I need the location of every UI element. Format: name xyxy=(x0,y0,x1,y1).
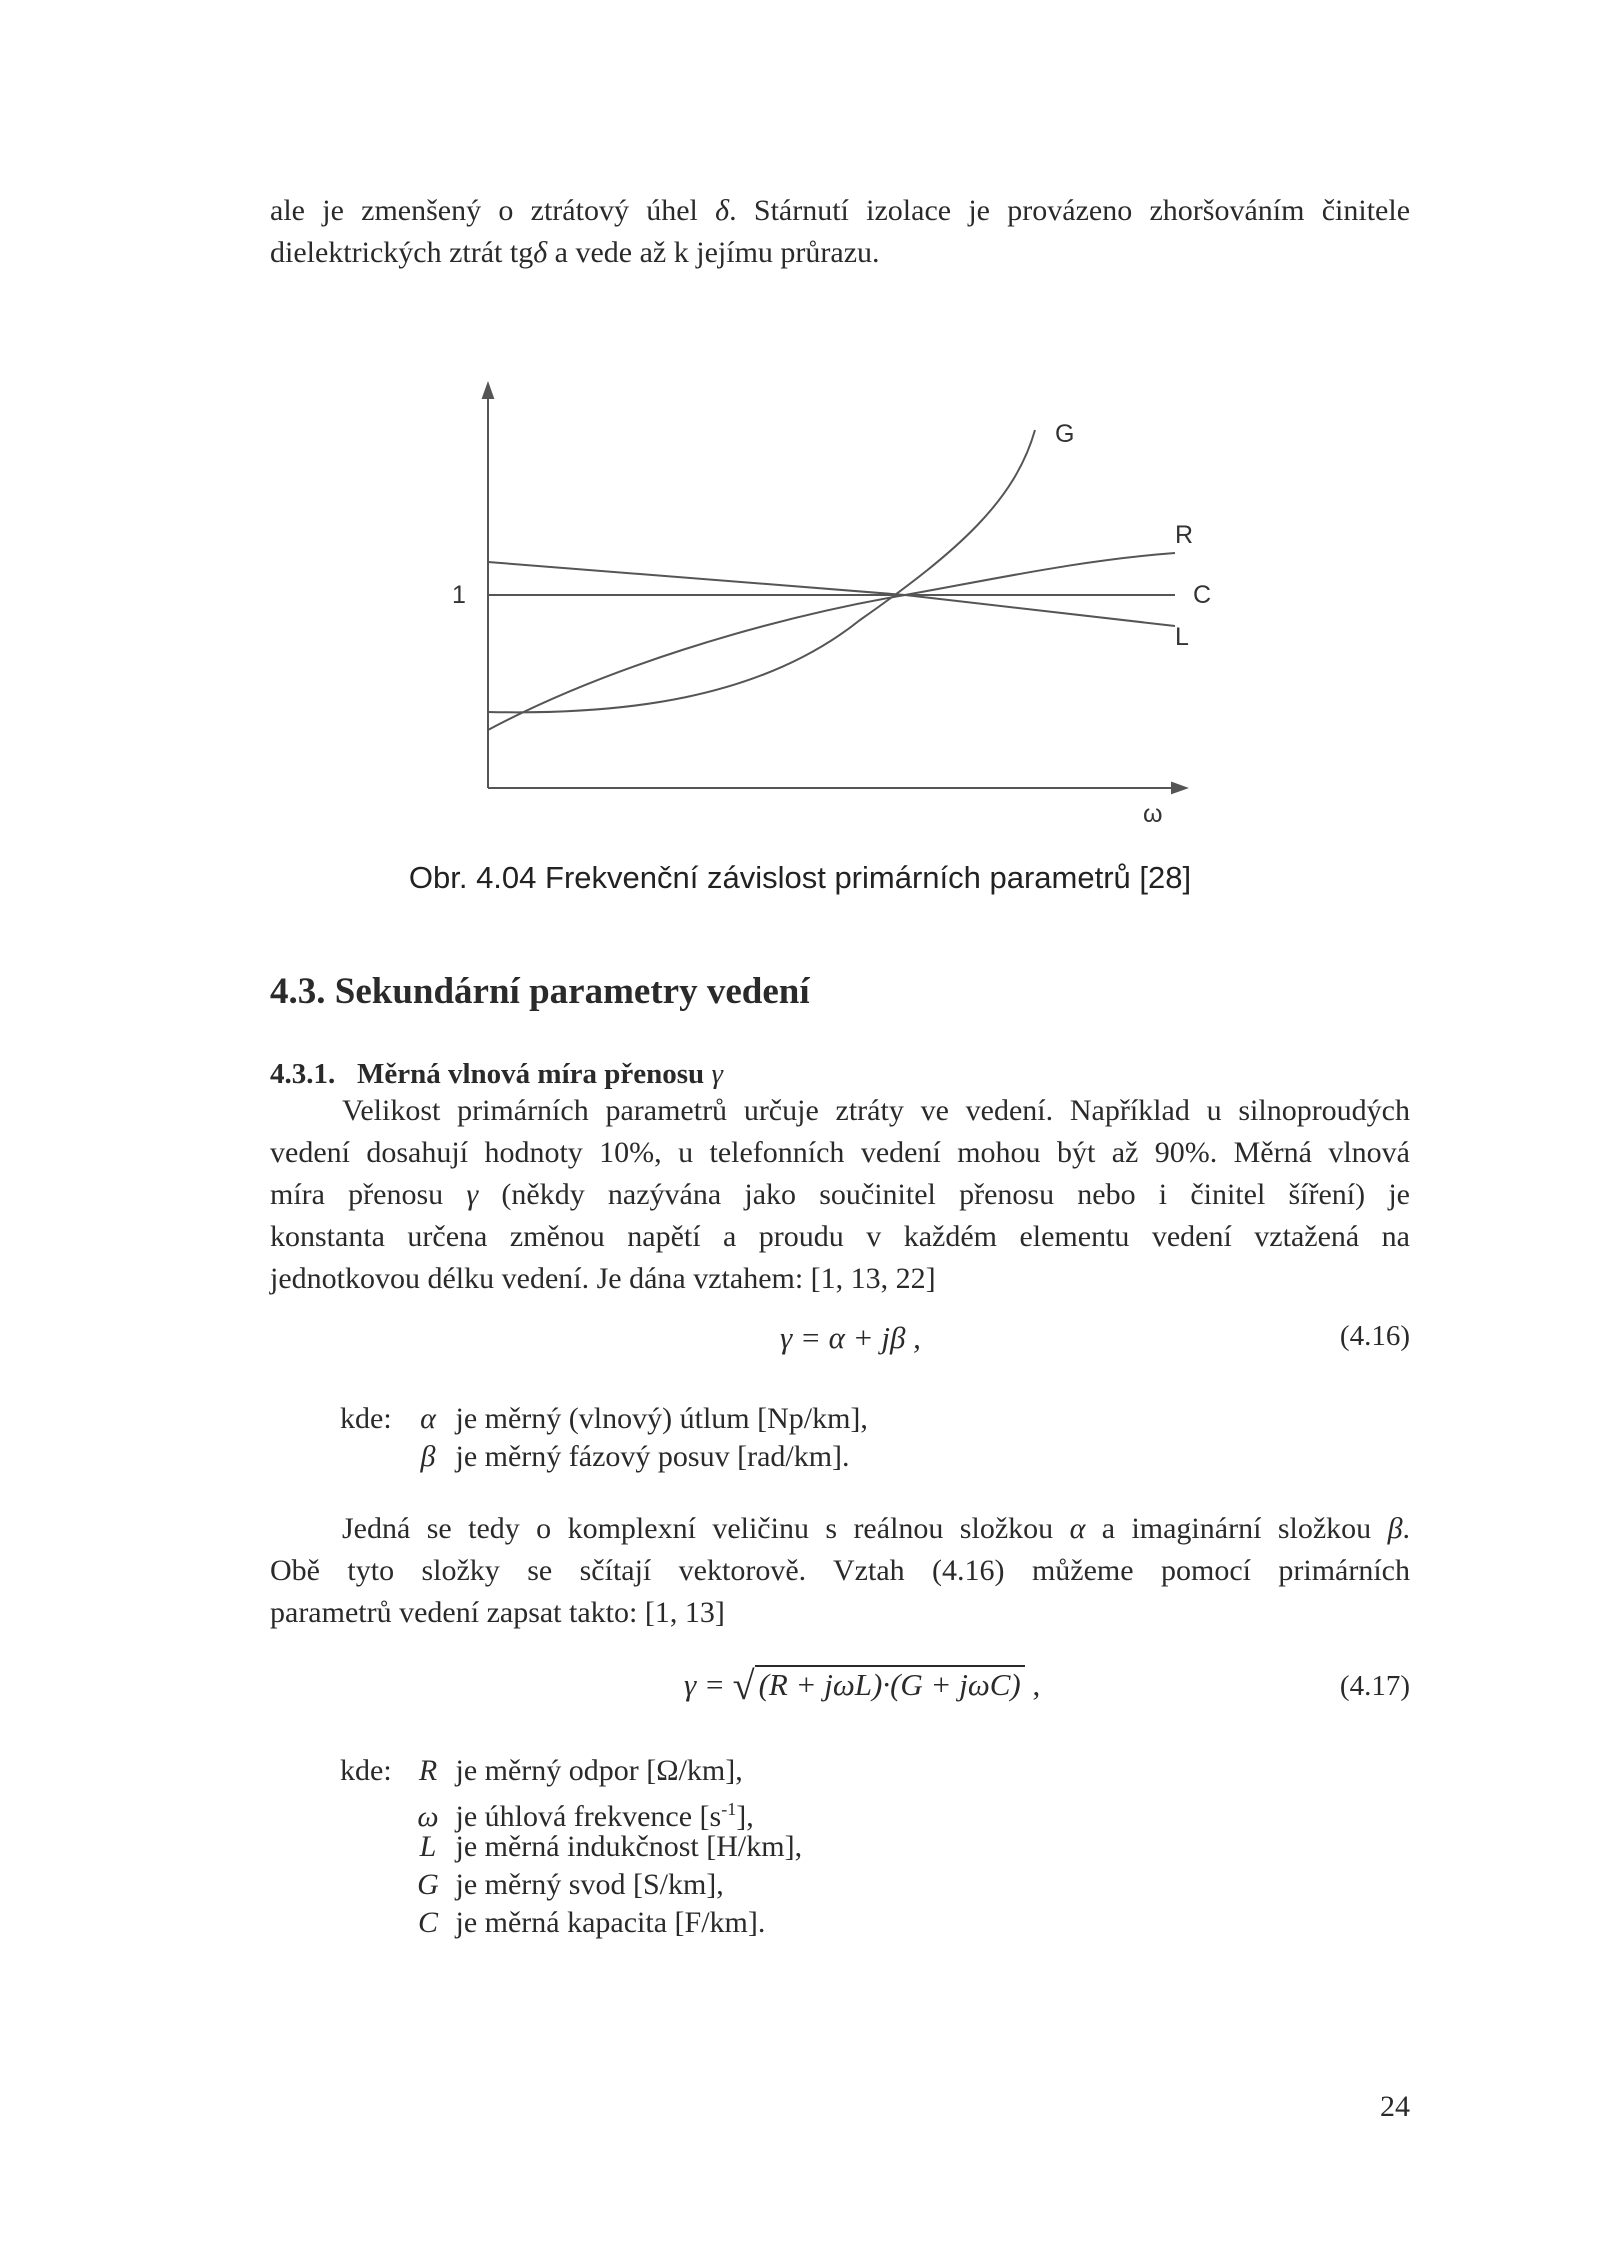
equation-4-17: γ = √ (R + jωL)·(G + jωC) , xyxy=(684,1663,1041,1708)
label-R: R xyxy=(1175,521,1194,549)
gamma-symbol: γ xyxy=(466,1178,479,1211)
defs2-item: L je měrná indukčnost [H/km], xyxy=(419,1830,803,1863)
curve-G xyxy=(488,430,1035,712)
section-heading: 4.3. Sekundární parametry vedení xyxy=(270,971,810,1012)
label-G: G xyxy=(1055,420,1075,448)
subsection-heading: 4.3.1. Měrná vlnová míra přenosu γ xyxy=(270,1058,723,1090)
delta-symbol: δ xyxy=(715,194,730,227)
para1-line-3: míra přenosu γ (někdy nazývána jako součinitel přenosu nebo i činitel šíření) je xyxy=(270,1178,1410,1211)
alpha-symbol: α xyxy=(1069,1512,1086,1545)
para1-line-4: konstanta určena změnou napětí a proudu v každém elementu vedení vztažená na xyxy=(270,1220,1410,1253)
equation-number-4-16: (4.16) xyxy=(1339,1320,1410,1352)
gamma-symbol: γ xyxy=(711,1058,723,1090)
label-omega: ω xyxy=(1143,800,1163,828)
defs2-label: kde: xyxy=(340,1754,392,1787)
defs2-item: R je měrný odpor [Ω/km], xyxy=(418,1754,743,1787)
label-one: 1 xyxy=(452,581,466,609)
defs2-item: G je měrný svod [S/km], xyxy=(417,1868,724,1901)
sqrt-icon: √ xyxy=(732,1663,755,1708)
para1-line-1: Velikost primárních parametrů určuje ztráty ve vedení. Například u silnoproudých xyxy=(342,1094,1410,1127)
defs2-item: C je měrná kapacita [F/km]. xyxy=(417,1906,766,1939)
label-L: L xyxy=(1175,623,1189,651)
x-axis-arrow xyxy=(1172,783,1186,793)
defs1-item: β je měrný fázový posuv [rad/km]. xyxy=(420,1440,850,1473)
equation-4-16: γ = α + jβ , xyxy=(780,1320,921,1355)
equation-number-4-17: (4.17) xyxy=(1339,1670,1410,1702)
figure-caption: Obr. 4.04 Frekvenční závislost primárních parametrů [28] xyxy=(408,860,1192,895)
para2-line-1: Jedná se tedy o komplexní veličinu s reálnou složkou α a imaginární složkou β. xyxy=(342,1512,1411,1545)
defs1-label: kde: xyxy=(340,1402,392,1435)
para2-line-3: parametrů vedení zapsat takto: [1, 13] xyxy=(270,1596,725,1629)
defs1-item: α je měrný (vlnový) útlum [Np/km], xyxy=(420,1402,868,1435)
label-C: C xyxy=(1193,581,1212,609)
y-axis-arrow xyxy=(483,384,493,398)
para2-line-2: Obě tyto složky se sčítají vektorově. Vztah (4.16) můžeme pomocí primárních xyxy=(270,1554,1410,1587)
page-number: 24 xyxy=(1380,2090,1410,2123)
para1-line-2: vedení dosahují hodnoty 10%, u telefonních vedení mohou být až 90%. Měrná vlnová xyxy=(270,1136,1410,1169)
para1-line-5: jednotkovou délku vedení. Je dána vztahem: [1, 13, 22] xyxy=(270,1262,936,1295)
beta-symbol: β xyxy=(1387,1512,1403,1545)
delta-symbol: δ xyxy=(533,236,548,269)
intro-line-2: dielektrických ztrát tgδ a vede až k jejímu průrazu. xyxy=(270,236,880,269)
defs2-item: ω je úhlová frekvence $[s^{-1}]$, xyxy=(417,1799,754,1833)
intro-line-1: ale je zmenšený o ztrátový úhel δ. Stárnutí izolace je provázeno zhoršováním činitele xyxy=(270,194,1411,227)
